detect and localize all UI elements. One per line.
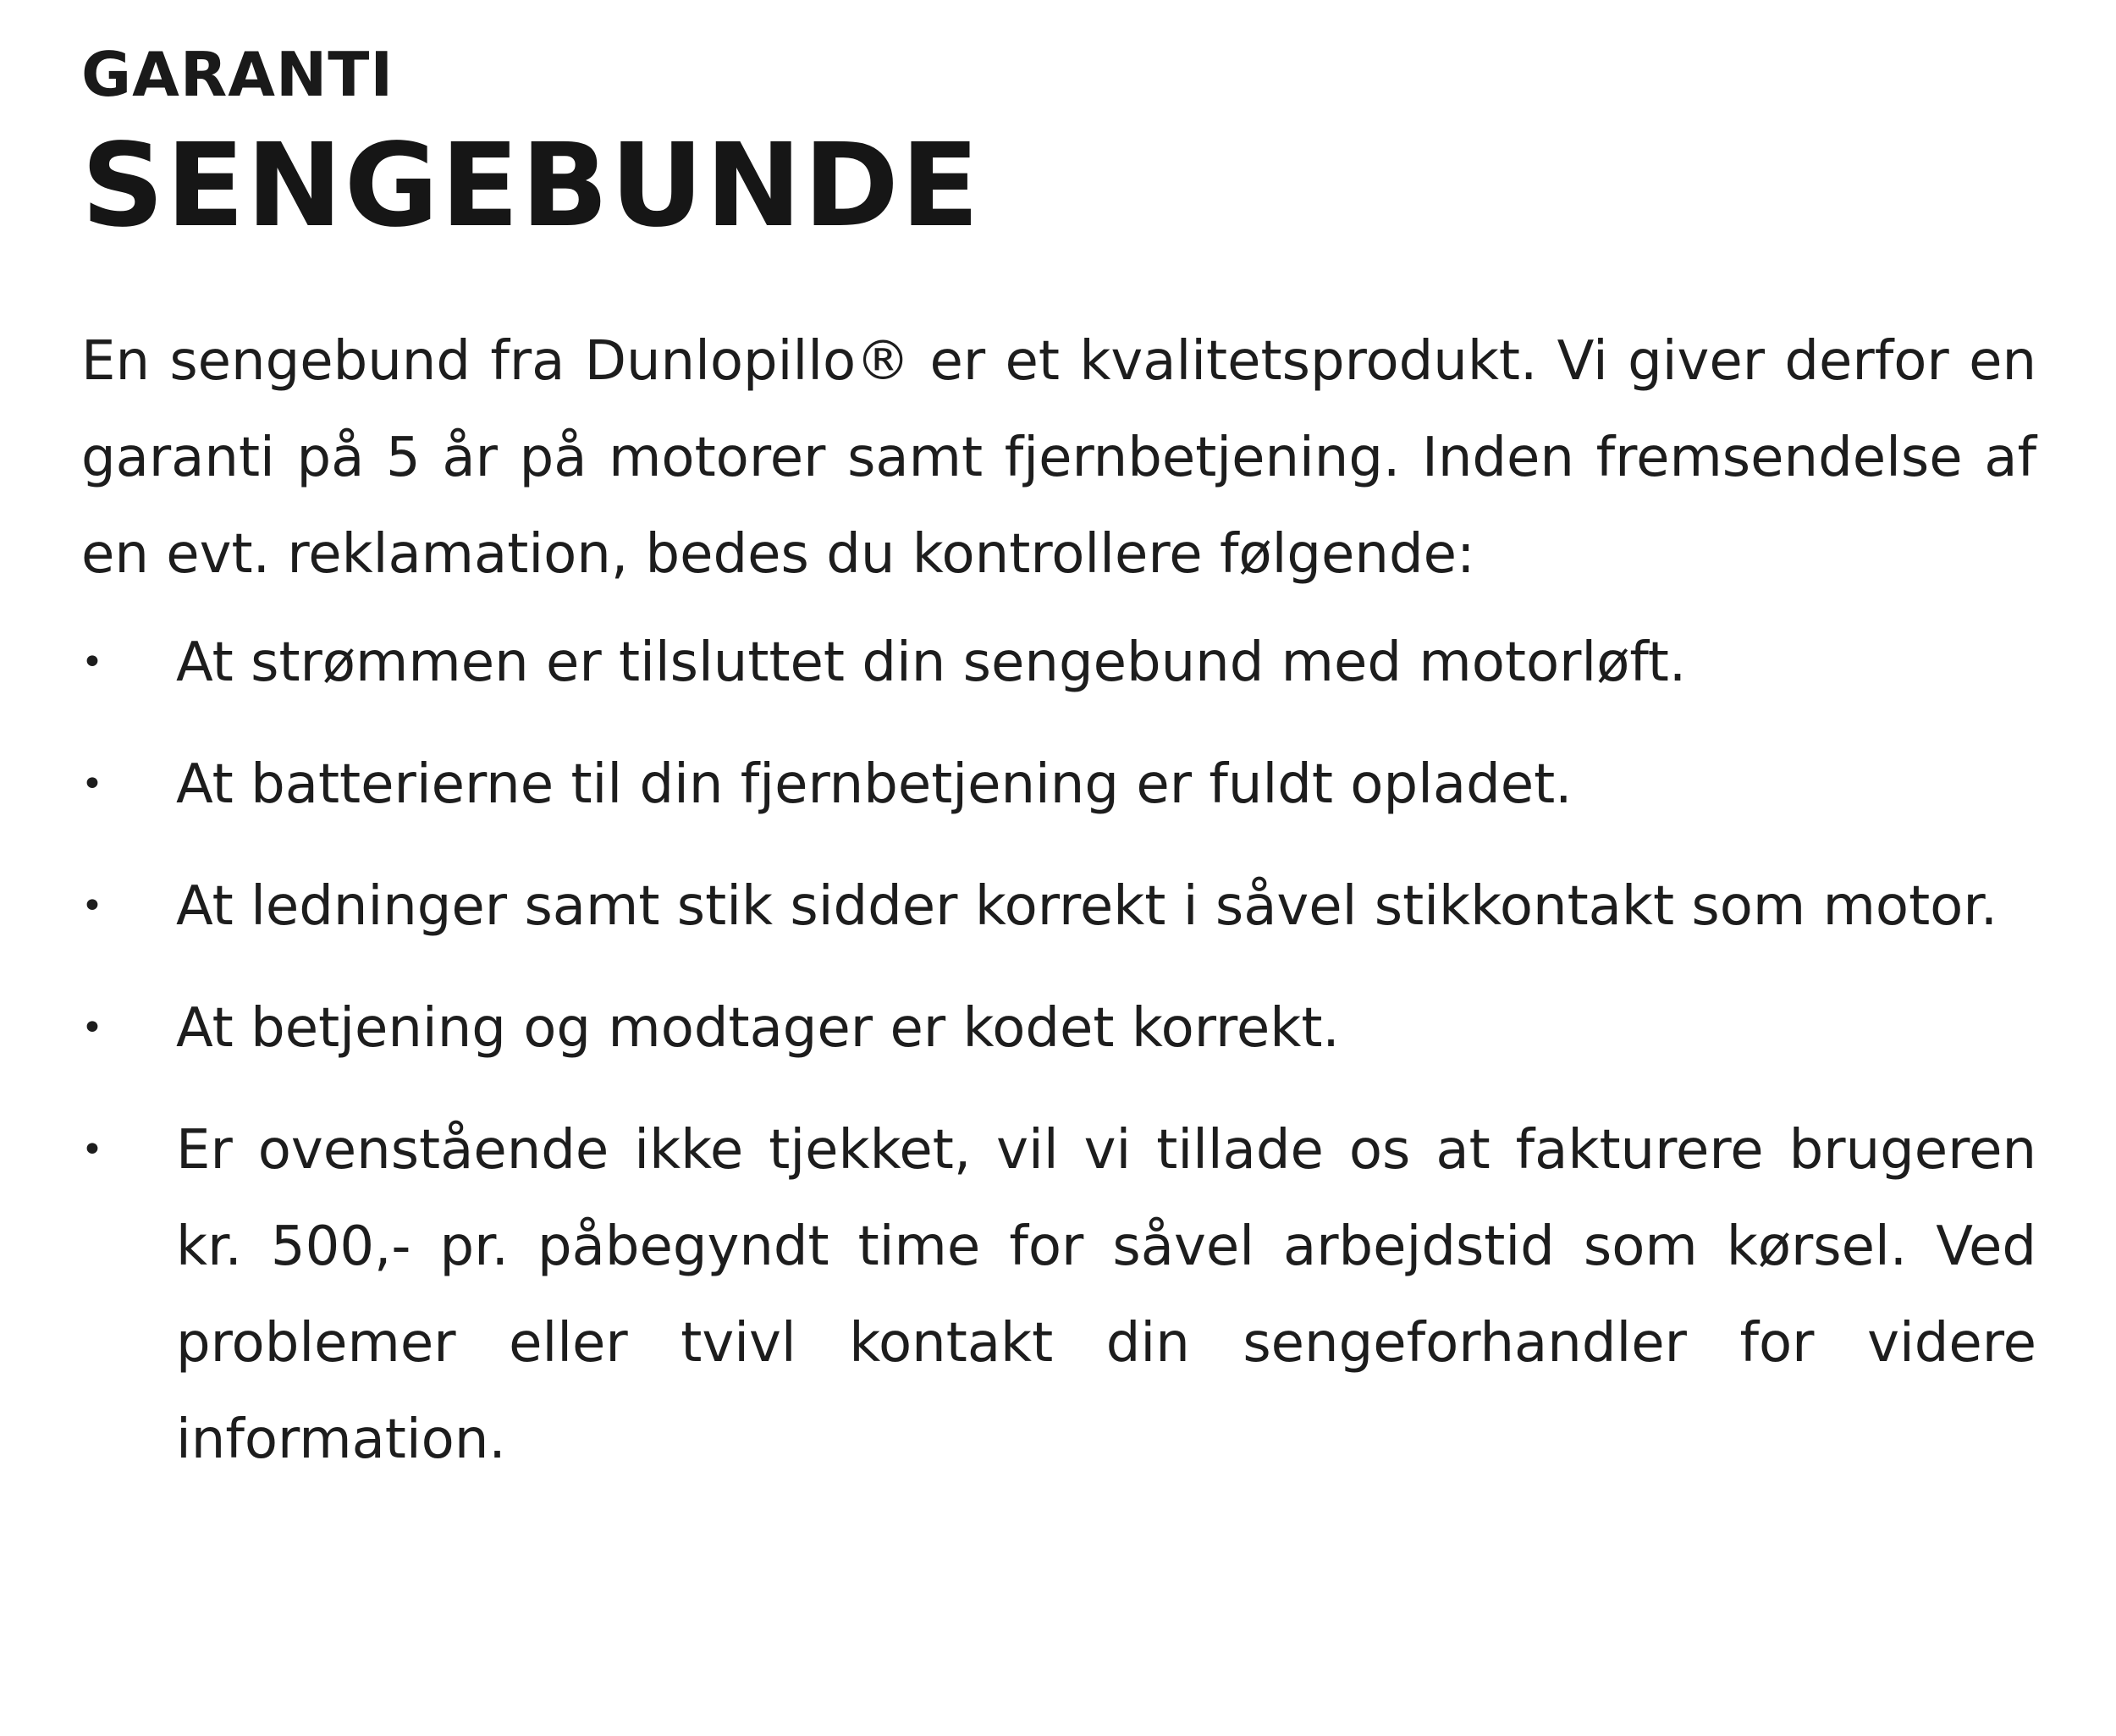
checklist-item (81, 980, 2036, 1077)
checklist-item (81, 736, 2036, 833)
bullet-icon: • (81, 641, 103, 684)
checklist-item (81, 614, 2036, 711)
intro-paragraph: En sengebund fra Dunlopillo® er et kvalitetsprodukt. Vi giver derfor en garanti på 5 år på motorer samt fjernbetjening. Inden fremsendelse af en evt. reklamation, bedes du kontrollere følgende: (81, 330, 2036, 586)
checklist-item-text: At betjening og modtager er kodet korrekt. (176, 997, 1340, 1060)
checklist-item (81, 858, 2036, 955)
bullet-icon: • (81, 763, 103, 806)
checklist-item (81, 1102, 2036, 1488)
bullet-icon: • (81, 1006, 103, 1050)
checklist (81, 614, 2036, 1488)
page-title: SENGEBUNDE (81, 119, 981, 253)
bullet-icon: • (81, 885, 103, 928)
checklist-item-text: At strømmen er tilsluttet din sengebund med motorløft. (176, 631, 1687, 694)
checklist-item-text: At batterierne til din fjernbetjening er fuldt opladet. (176, 753, 1573, 816)
section-kicker: GARANTI (81, 39, 394, 110)
checklist-item-text: Er ovenstående ikke tjekket, vil vi tillade os at fakturere brugeren kr. 500,- pr. påbegyndt time for såvel arbejdstid som kørsel. Ved problemer eller tvivl kontakt din sengeforhandler for videre information. (176, 1119, 2036, 1471)
bullet-icon: • (81, 1128, 103, 1171)
checklist-item-text: At ledninger samt stik sidder korrekt i såvel stikkontakt som motor. (176, 875, 1998, 938)
warranty-section (81, 39, 2036, 1488)
